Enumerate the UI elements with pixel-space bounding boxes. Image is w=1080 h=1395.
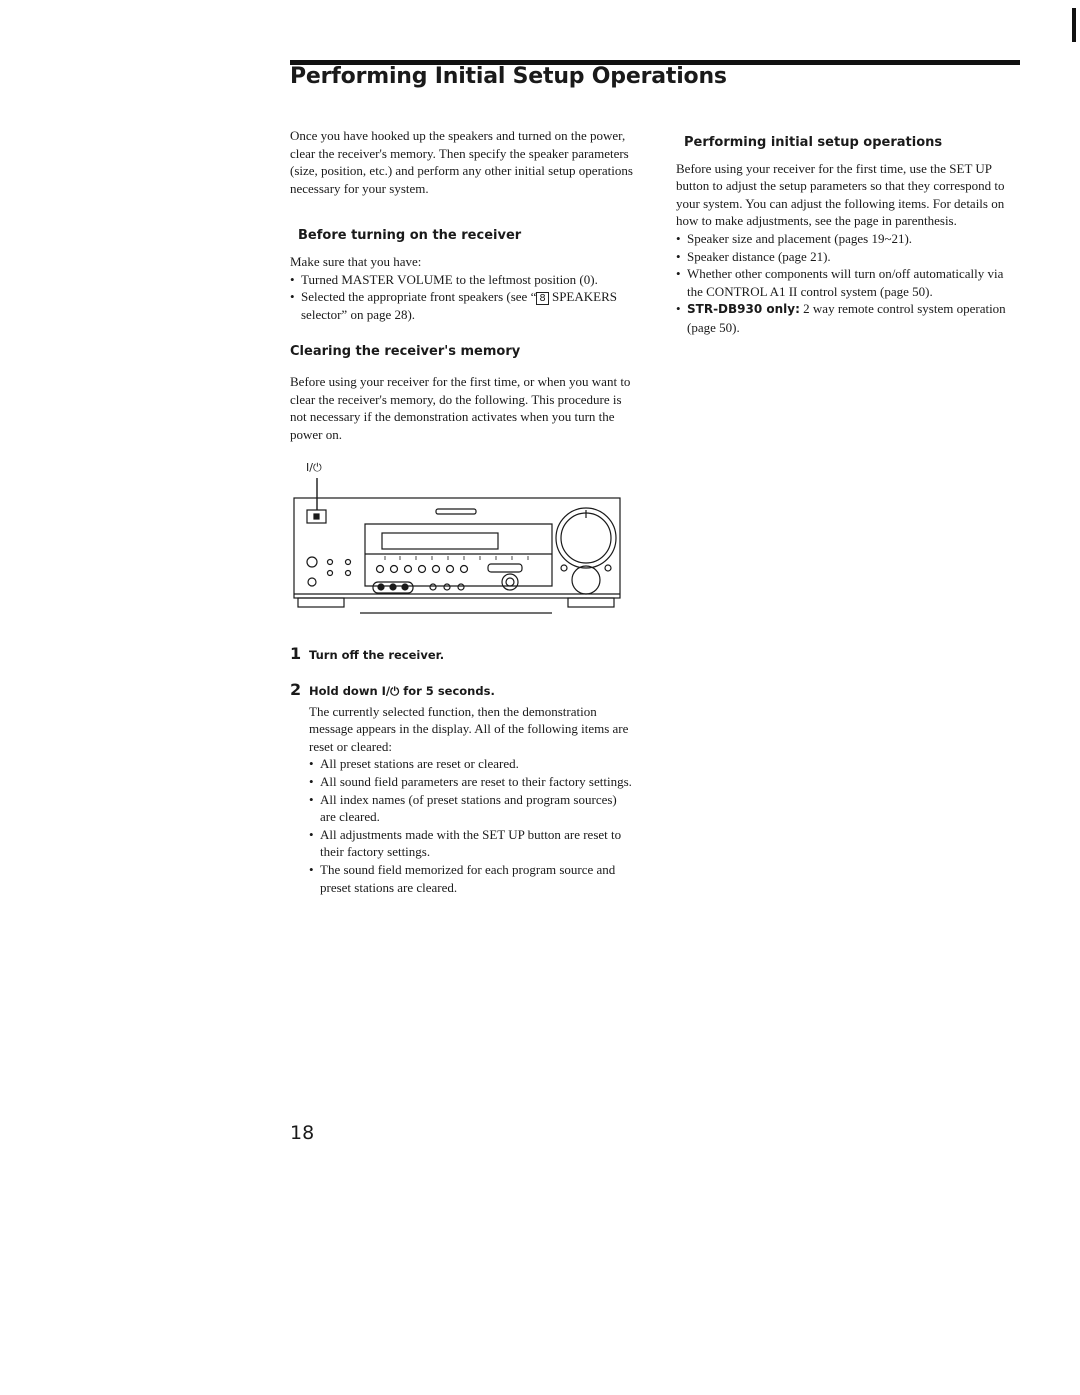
before-heading: Before turning on the receiver	[298, 228, 522, 244]
bullet-text: SPEAKERS selector” on page 28).	[301, 289, 617, 322]
clearing-heading: Clearing the receiver's memory	[290, 344, 521, 360]
page-number: 18	[290, 1122, 315, 1144]
page-title: Performing Initial Setup Operations	[290, 64, 727, 89]
before-list	[290, 271, 635, 324]
clearing-paragraph: Before using your receiver for the first time, or when you want to clear the receiver's memory, do the following. This procedure is not necessary if the demonstration activates when you turn the power on.	[290, 373, 631, 442]
intro-paragraph: Once you have hooked up the speakers and turned on the power, clear the receiver's memory. Then specify the speaker parameters (size, position, etc.) and perform any other initial setup operations necessary for your system.	[290, 128, 633, 196]
model-note-text: 2 way remote control system operation (page 50).	[687, 301, 1006, 335]
left-column	[290, 127, 635, 443]
step-heading: Turn off the receiver.	[309, 648, 445, 662]
receiver-front-panel-illustration	[290, 476, 625, 626]
margin-mark	[1072, 8, 1076, 42]
power-key-label: I/⏻	[306, 461, 322, 474]
right-column	[676, 134, 1016, 337]
bullet-text: Selected the appropriate front speakers (see “	[301, 289, 537, 305]
list-item: • Turned MASTER VOLUME to the leftmost position (0).	[290, 271, 635, 289]
list-item: • Speaker size and placement (pages 19~21).	[676, 230, 1016, 248]
list-item: • Speaker distance (page 21).	[676, 248, 1016, 266]
model-note-label: STR-DB930 only:	[687, 302, 800, 317]
setup-items-list	[676, 230, 1016, 337]
step-number: 2	[290, 680, 302, 699]
reset-items-list	[309, 755, 635, 896]
list-item: • The sound field memorized for each program source and preset stations are cleared.	[309, 861, 635, 896]
step-number: 1	[290, 644, 302, 663]
list-item: • All index names (of preset stations and program sources) are cleared.	[309, 791, 635, 826]
list-item	[290, 288, 635, 323]
callout-box-8: 8	[536, 292, 548, 305]
list-item: • All sound field parameters are reset to their factory settings.	[309, 773, 635, 791]
step-2	[290, 680, 635, 896]
list-item	[676, 300, 1016, 336]
list-item: • All adjustments made with the SET UP button are reset to their factory settings.	[309, 826, 635, 861]
step-heading: Hold down I/⏻ for 5 seconds.	[309, 684, 495, 698]
step-body: The currently selected function, then the demonstration message appears in the display. All of the following items are reset or cleared:	[309, 703, 629, 754]
list-item: • Whether other components will turn on/off automatically via the CONTROL A1 II control system (page 50).	[676, 265, 1016, 300]
before-lead: Make sure that you have:	[290, 253, 422, 269]
setup-paragraph: Before using your receiver for the first time, use the SET UP button to adjust the setup parameters so that they correspond to your system. You can adjust the following items. For details on how to make adjustments, see the page in parenthesis.	[676, 160, 1005, 229]
setup-heading: Performing initial setup operations	[684, 135, 943, 150]
step-1	[290, 644, 635, 665]
list-item: • All preset stations are reset or cleared.	[309, 755, 635, 773]
